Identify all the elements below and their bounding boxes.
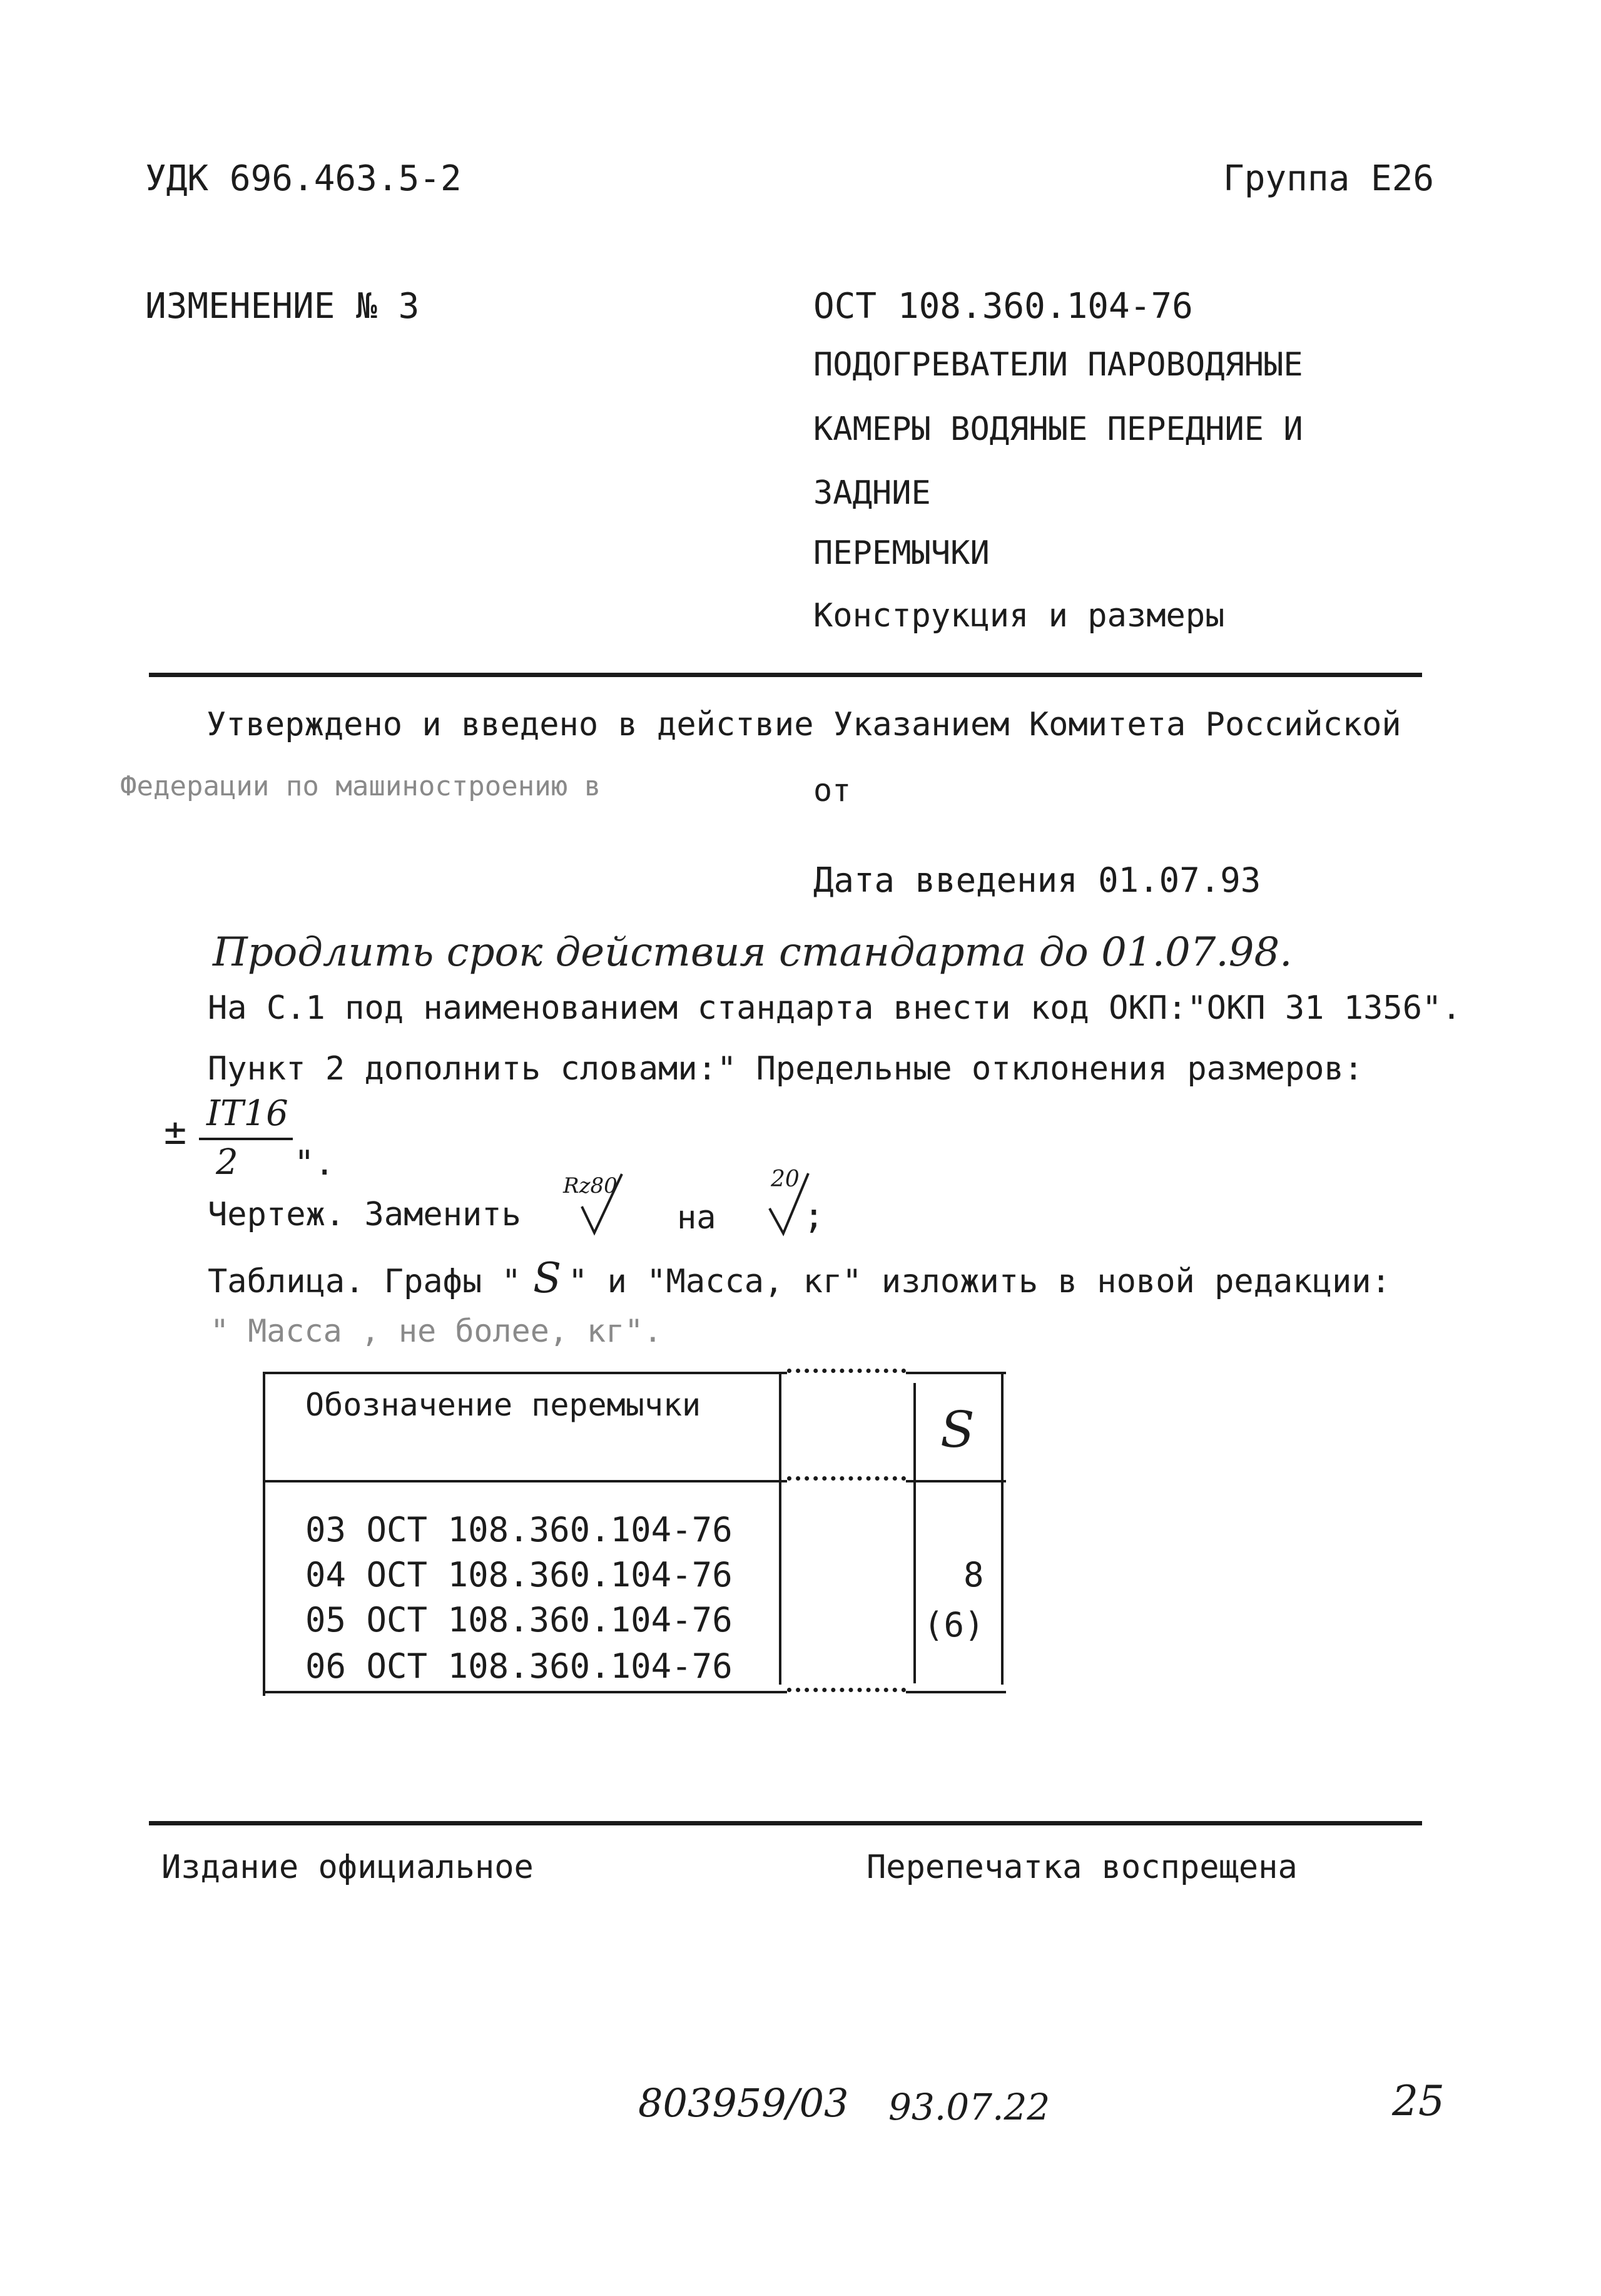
tolerance-close-quote: ". — [294, 1143, 335, 1183]
title-line-5: Конструкция и размеры — [813, 597, 1225, 635]
table-row: 06 ОСТ 108.360.104-76 — [305, 1646, 733, 1686]
page-number: 25 — [1392, 2077, 1445, 2125]
table-top-border-right — [906, 1372, 1006, 1374]
title-line-4: ПЕРЕМЫЧКИ — [813, 534, 990, 572]
standard-number: ОСТ 108.360.104-76 — [813, 286, 1193, 327]
table-bottom-dots — [787, 1688, 906, 1692]
roughness-new-label: 20 — [771, 1166, 800, 1192]
title-line-1: ПОДОГРЕВАТЕЛИ ПАРОВОДЯНЫЕ — [813, 346, 1303, 384]
table-col-divider-2 — [913, 1383, 916, 1683]
table-row: 03 ОСТ 108.360.104-76 — [305, 1510, 733, 1549]
table-instruction-s: S — [533, 1254, 562, 1302]
title-line-3: ЗАДНИЕ — [813, 474, 931, 512]
bottom-divider — [149, 1821, 1422, 1825]
footer-official-edition: Издание официальное — [161, 1849, 534, 1886]
tolerance-paragraph: Пункт 2 дополнить словами:" Предельные отклонения размеров: — [208, 1050, 1364, 1088]
okp-code-paragraph: На С.1 под наименованием стандарта внести код ОКП:"ОКП 31 1356". — [208, 989, 1461, 1027]
table-bottom-border-right — [906, 1691, 1006, 1693]
table-s-value: (6) — [923, 1605, 985, 1645]
stamp-number: 803959/03 — [638, 2080, 849, 2126]
table-row: 05 ОСТ 108.360.104-76 — [305, 1600, 733, 1640]
table-header-divider-right — [906, 1480, 1006, 1482]
table-row: 04 ОСТ 108.360.104-76 — [305, 1555, 733, 1594]
change-number: ИЗМЕНЕНИЕ № 3 — [145, 286, 420, 327]
drawing-replace-with: на — [677, 1199, 716, 1237]
table-left-border — [263, 1372, 265, 1696]
top-divider — [149, 673, 1422, 677]
table-header-divider — [264, 1480, 787, 1482]
tolerance-sign: ± — [164, 1110, 187, 1153]
table-header-s: S — [940, 1401, 975, 1459]
title-line-2: КАМЕРЫ ВОДЯНЫЕ ПЕРЕДНИЕ И — [813, 411, 1303, 448]
handwritten-extension-note: Продлить срок действия стандарта до 01.07.98. — [213, 929, 1293, 976]
table-right-border — [1001, 1372, 1004, 1685]
approval-line-2: Федерации по машиностроению в — [120, 770, 601, 802]
udk-code: УДК 696.463.5-2 — [145, 158, 462, 199]
tolerance-fraction-bar — [199, 1138, 293, 1140]
table-col-divider-1 — [779, 1372, 781, 1685]
mass-column-text: " Масса , не более, кг". — [210, 1313, 663, 1349]
tolerance-denominator: 2 — [216, 1142, 238, 1183]
table-top-border — [264, 1372, 787, 1374]
table-top-dots — [787, 1369, 906, 1373]
group-code: Группа Е26 — [1223, 158, 1435, 199]
approval-line-1: Утверждено и введено в действие Указанием Комитета Российской — [206, 706, 1401, 743]
table-header-designation: Обозначение перемычки — [305, 1387, 701, 1423]
drawing-replace-text: Чертеж. Заменить — [208, 1196, 521, 1233]
effective-date: Дата введения 01.07.93 — [813, 860, 1261, 900]
stamp-date: 93.07.22 — [888, 2086, 1050, 2128]
table-bottom-border — [264, 1691, 787, 1693]
table-instruction-post: " и "Масса, кг" изложить в новой редакции: — [568, 1263, 1391, 1300]
approval-from: от — [813, 772, 851, 809]
table-header-dots — [787, 1476, 906, 1481]
table-s-value: 8 — [963, 1555, 984, 1594]
tolerance-numerator: IT16 — [206, 1093, 288, 1134]
footer-reprint-prohibited: Перепечатка воспрещена — [867, 1849, 1298, 1886]
roughness-old-label: Rz80 — [563, 1173, 618, 1198]
roughness-check-icon — [562, 1170, 637, 1239]
roughness-old-symbol — [562, 1170, 637, 1239]
drawing-semicolon: ; — [803, 1196, 825, 1237]
table-instruction-pre: Таблица. Графы " — [208, 1263, 521, 1300]
